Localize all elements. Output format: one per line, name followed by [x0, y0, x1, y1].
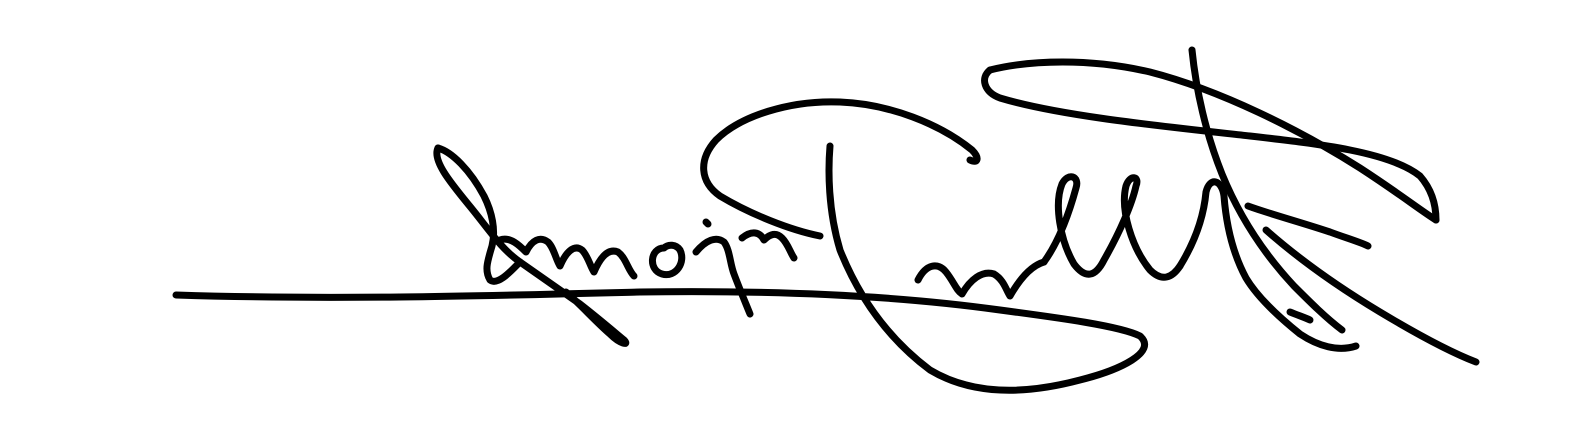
signature-stroke-4 — [696, 239, 750, 314]
signature-underline-stroke — [176, 146, 1145, 390]
signature-stroke-14 — [1266, 230, 1476, 362]
signature-stroke-6 — [742, 233, 794, 258]
signature-stroke-15 — [1290, 312, 1310, 320]
signature-dot-1 — [706, 222, 708, 224]
signature-stroke-13 — [1248, 206, 1368, 246]
signature-stroke-3 — [652, 245, 681, 274]
signature-stroke-5 — [704, 102, 977, 236]
signature-stroke-7 — [918, 262, 1044, 296]
signature-strokes — [176, 50, 1476, 390]
signature-stroke-2 — [500, 239, 634, 276]
signature-stroke-8 — [1044, 177, 1180, 277]
